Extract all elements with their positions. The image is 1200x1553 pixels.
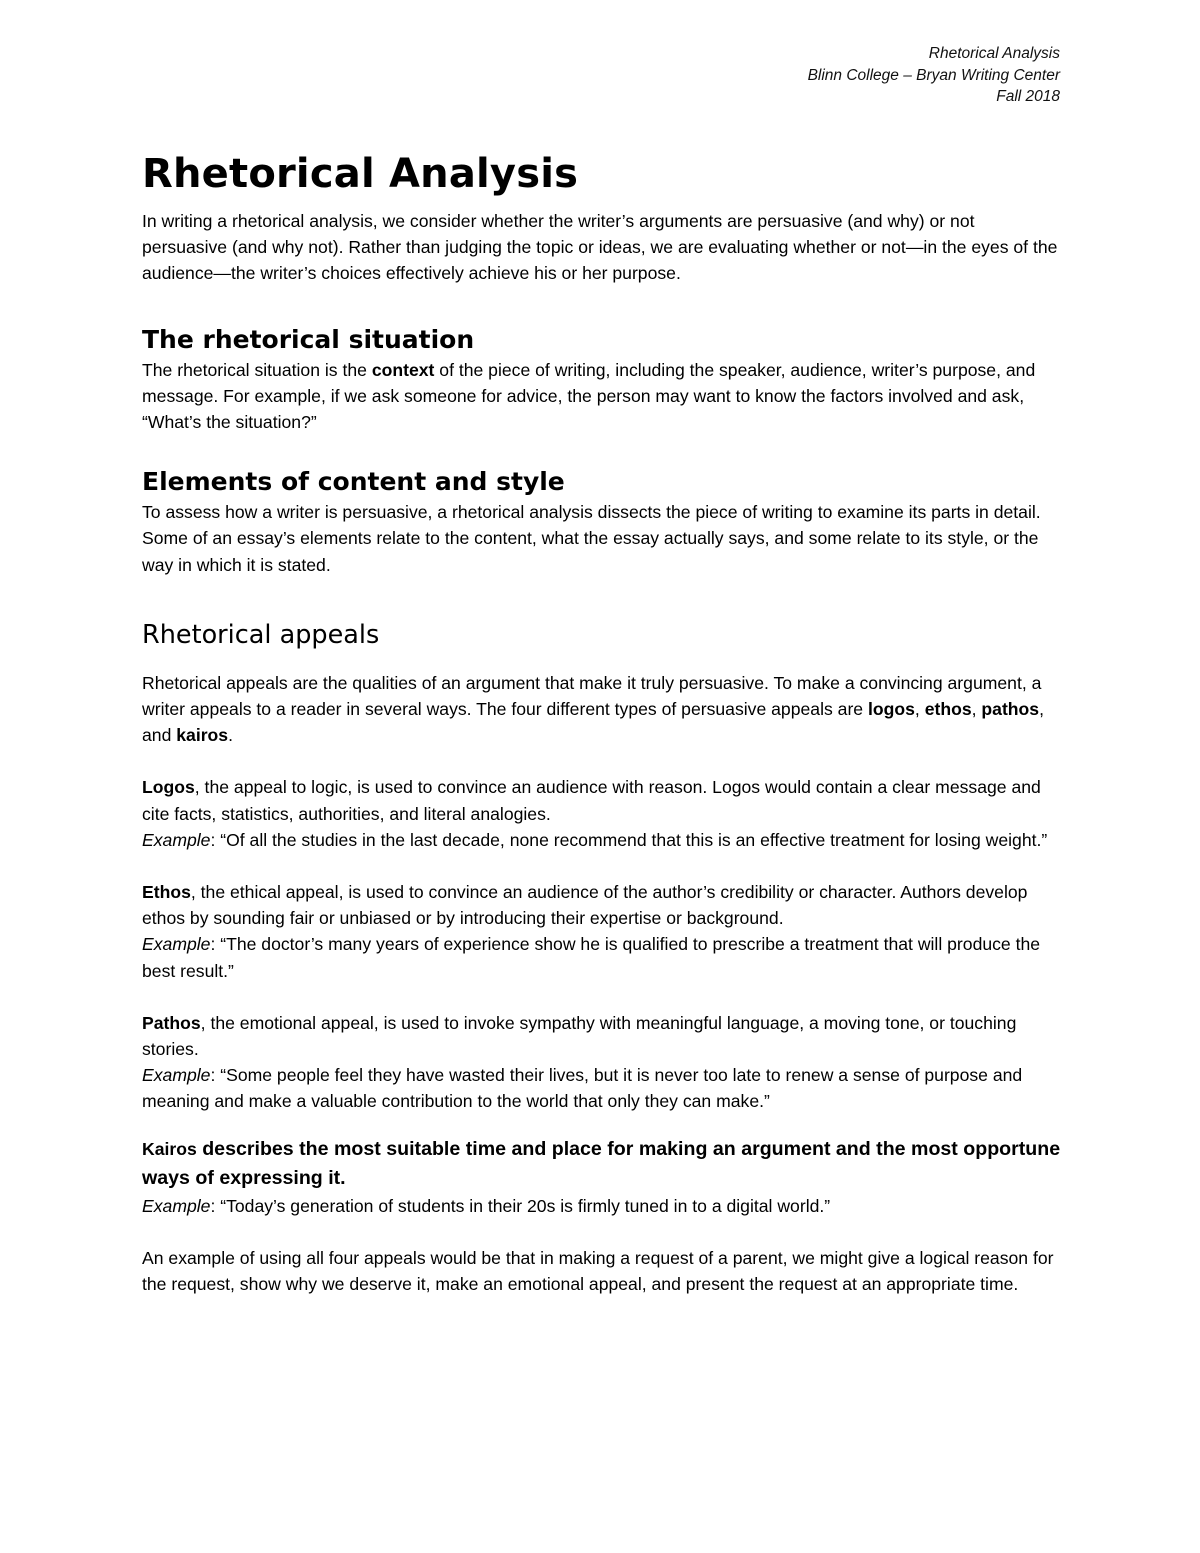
header-term: Fall 2018 — [996, 88, 1060, 105]
kairos-text: describes the most suitable time and place for making an argument and the most opportune ways of expressing it. — [142, 1137, 1061, 1189]
page-title: Rhetorical Analysis — [142, 151, 579, 197]
pathos-paragraph — [142, 1010, 1062, 1115]
closing-paragraph: An example of using all four appeals would be that in making a request of a parent, we might give a logical reason for the request, show why we deserve it, make an emotional appeal, and present the request at an appropriate time. — [142, 1247, 1054, 1295]
elements-paragraph: To assess how a writer is persuasive, a rhetorical analysis dissects the piece of writing to examine its parts in detail. Some of an essay’s elements relate to the content, what the essay actually says, and some relate to its style, or the way in which it is stated. — [142, 502, 1041, 575]
logos-term: Logos — [142, 777, 195, 798]
appeals-term-logos: logos — [867, 699, 915, 720]
appeals-term-kairos: kairos — [176, 725, 229, 746]
situation-paragraph — [142, 357, 1062, 436]
heading-rhetorical-situation: The rhetorical situation — [142, 324, 475, 354]
pathos-term: Pathos — [142, 1012, 201, 1033]
appeals-sep-2: , — [971, 699, 982, 720]
kairos-example-label: Example — [142, 1195, 211, 1216]
ethos-term: Ethos — [142, 882, 191, 903]
document-body — [142, 146, 1062, 1297]
heading-elements: Elements of content and style — [142, 467, 565, 497]
header-doc-name: Rhetorical Analysis — [928, 45, 1060, 62]
appeals-end: . — [228, 725, 233, 746]
appeals-term-ethos: ethos — [924, 699, 972, 720]
ethos-example: : “The doctor’s many years of experience show he is qualified to prescribe a treatment that will produce the best result.” — [142, 934, 1041, 981]
header-institution: Blinn College – Bryan Writing Center — [807, 66, 1060, 84]
situation-text-b: of the piece of writing, including the speaker, audience, writer’s purpose, and message. For example, if we ask someone for advice, the person may want to know the factors involved and ask, “What’s the situation?” — [142, 359, 1036, 433]
kairos-term: Kairos — [142, 1138, 197, 1159]
logos-example-label: Example — [142, 829, 211, 850]
logos-example: : “Of all the studies in the last decade, none recommend that this is an effective treatment for losing weight.” — [210, 829, 1048, 850]
situation-bold-term: context — [371, 359, 435, 380]
logos-paragraph — [142, 774, 1062, 853]
appeals-sep-1: , — [914, 699, 925, 720]
appeals-intro-text: Rhetorical appeals are the qualities of an argument that make it truly persuasive. To make a convincing argument, a writer appeals to a reader in several ways. The four different types of persuasive appeals are — [142, 672, 1042, 720]
ethos-text: , the ethical appeal, is used to convince an audience of the author’s credibility or character. Authors develop ethos by sounding fair or unbiased or by introducing their expertise or background. — [142, 882, 1028, 929]
kairos-example: : “Today’s generation of students in their 20s is firmly tuned in to a digital world.” — [210, 1195, 831, 1216]
appeals-sep-3: , and — [142, 699, 1044, 746]
logos-text: , the appeal to logic, is used to convince an audience with reason. Logos would contain a clear message and cite facts, statistics, authorities, and literal analogies. — [142, 777, 1041, 824]
situation-text-a: The rhetorical situation is the — [142, 359, 372, 380]
heading-rhetorical-appeals: Rhetorical appeals — [142, 619, 380, 650]
pathos-text: , the emotional appeal, is used to invoke sympathy with meaningful language, a moving tone, or touching stories. — [142, 1012, 1017, 1060]
pathos-example-label: Example — [142, 1065, 211, 1086]
appeals-term-pathos: pathos — [981, 699, 1040, 720]
ethos-paragraph — [142, 879, 1062, 984]
intro-paragraph: In writing a rhetorical analysis, we consider whether the writer’s arguments are persuasive (and why) or not persuasive (and why not). Rather than judging the topic or ideas, we are evaluating whether or not—in the eyes of the audience—the writer’s choices effectively achieve his or her purpose. — [142, 211, 1058, 284]
kairos-paragraph — [142, 1135, 1062, 1193]
kairos-example-line — [142, 1193, 1062, 1219]
ethos-example-label: Example — [142, 934, 211, 955]
pathos-example: : “Some people feel they have wasted their lives, but it is never too late to renew a sense of purpose and meaning and make a valuable contribution to the world that only they can make.” — [142, 1065, 1023, 1112]
appeals-intro-paragraph — [142, 670, 1062, 749]
page-header — [808, 43, 1060, 108]
